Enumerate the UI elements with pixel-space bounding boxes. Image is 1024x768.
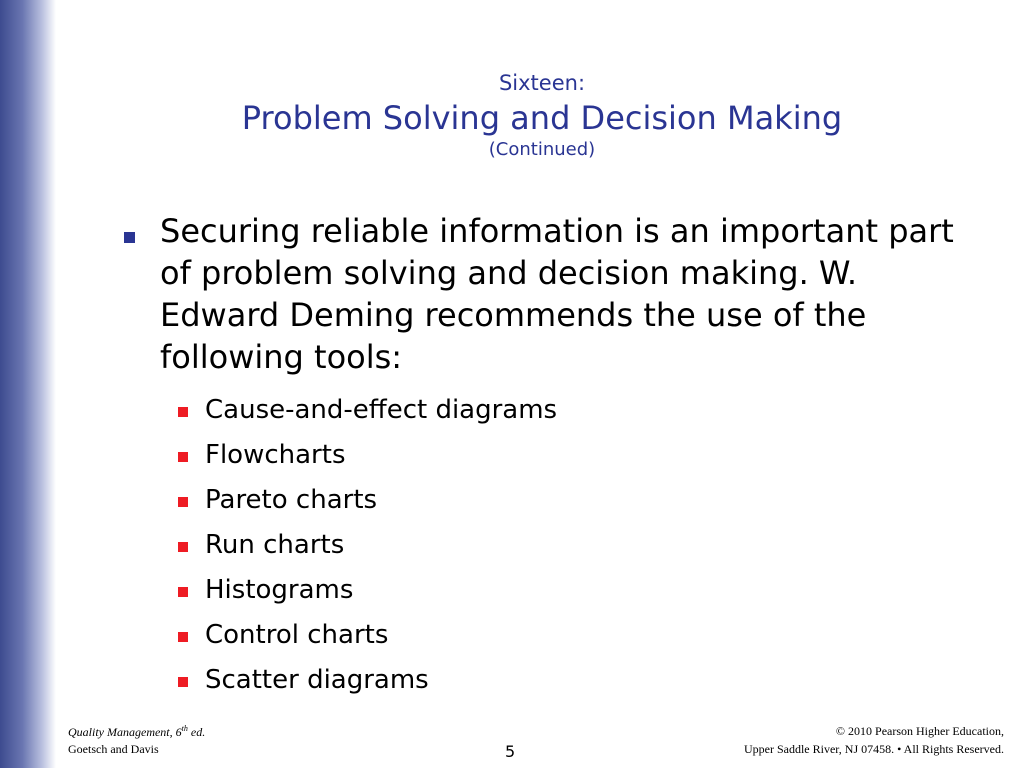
list-item xyxy=(120,658,980,703)
tools-list xyxy=(120,388,980,703)
square-bullet-icon xyxy=(178,677,188,687)
square-bullet-icon xyxy=(178,452,188,462)
square-bullet-icon xyxy=(178,542,188,552)
tool-label: Run charts xyxy=(205,530,345,560)
book-authors: Goetsch and Davis xyxy=(68,742,159,756)
page-number: 5 xyxy=(505,742,516,761)
tool-label: Pareto charts xyxy=(205,485,378,515)
tool-label: Flowcharts xyxy=(205,440,346,470)
title-continued: (Continued) xyxy=(488,139,596,160)
list-item xyxy=(120,478,980,523)
footer-book-info xyxy=(68,724,205,758)
footer-copyright xyxy=(744,722,1004,758)
main-bullet-text: Securing reliable information is an important part of problem solving and decision making. W. Edward Deming recommends the use of the following tools: xyxy=(160,212,954,376)
edition-suffix: ed. xyxy=(187,725,206,739)
book-title xyxy=(68,724,205,741)
slide-body xyxy=(120,210,980,703)
square-bullet-icon xyxy=(178,407,188,417)
square-bullet-icon xyxy=(178,587,188,597)
tool-label: Scatter diagrams xyxy=(205,665,429,695)
edition-superscript: th xyxy=(181,724,188,733)
list-item xyxy=(120,523,980,568)
list-item xyxy=(120,388,980,433)
list-item xyxy=(120,613,980,658)
square-bullet-icon xyxy=(178,632,188,642)
side-gradient-band xyxy=(0,0,56,768)
tool-label: Histograms xyxy=(205,575,354,605)
title-chapter: Sixteen: xyxy=(498,71,586,95)
book-title-text: Quality Management, 6 xyxy=(68,725,182,739)
copyright-line-2: Upper Saddle River, NJ 07458. • All Rights Reserved. xyxy=(743,742,1004,756)
tool-label: Cause-and-effect diagrams xyxy=(205,395,558,425)
square-bullet-icon xyxy=(124,232,135,243)
main-bullet xyxy=(120,210,980,378)
title-main: Problem Solving and Decision Making xyxy=(241,99,843,137)
square-bullet-icon xyxy=(178,497,188,507)
copyright-line-1: © 2010 Pearson Higher Education, xyxy=(835,724,1004,738)
list-item xyxy=(120,568,980,613)
slide-title xyxy=(60,70,1024,162)
tool-label: Control charts xyxy=(205,620,389,650)
list-item xyxy=(120,433,980,478)
